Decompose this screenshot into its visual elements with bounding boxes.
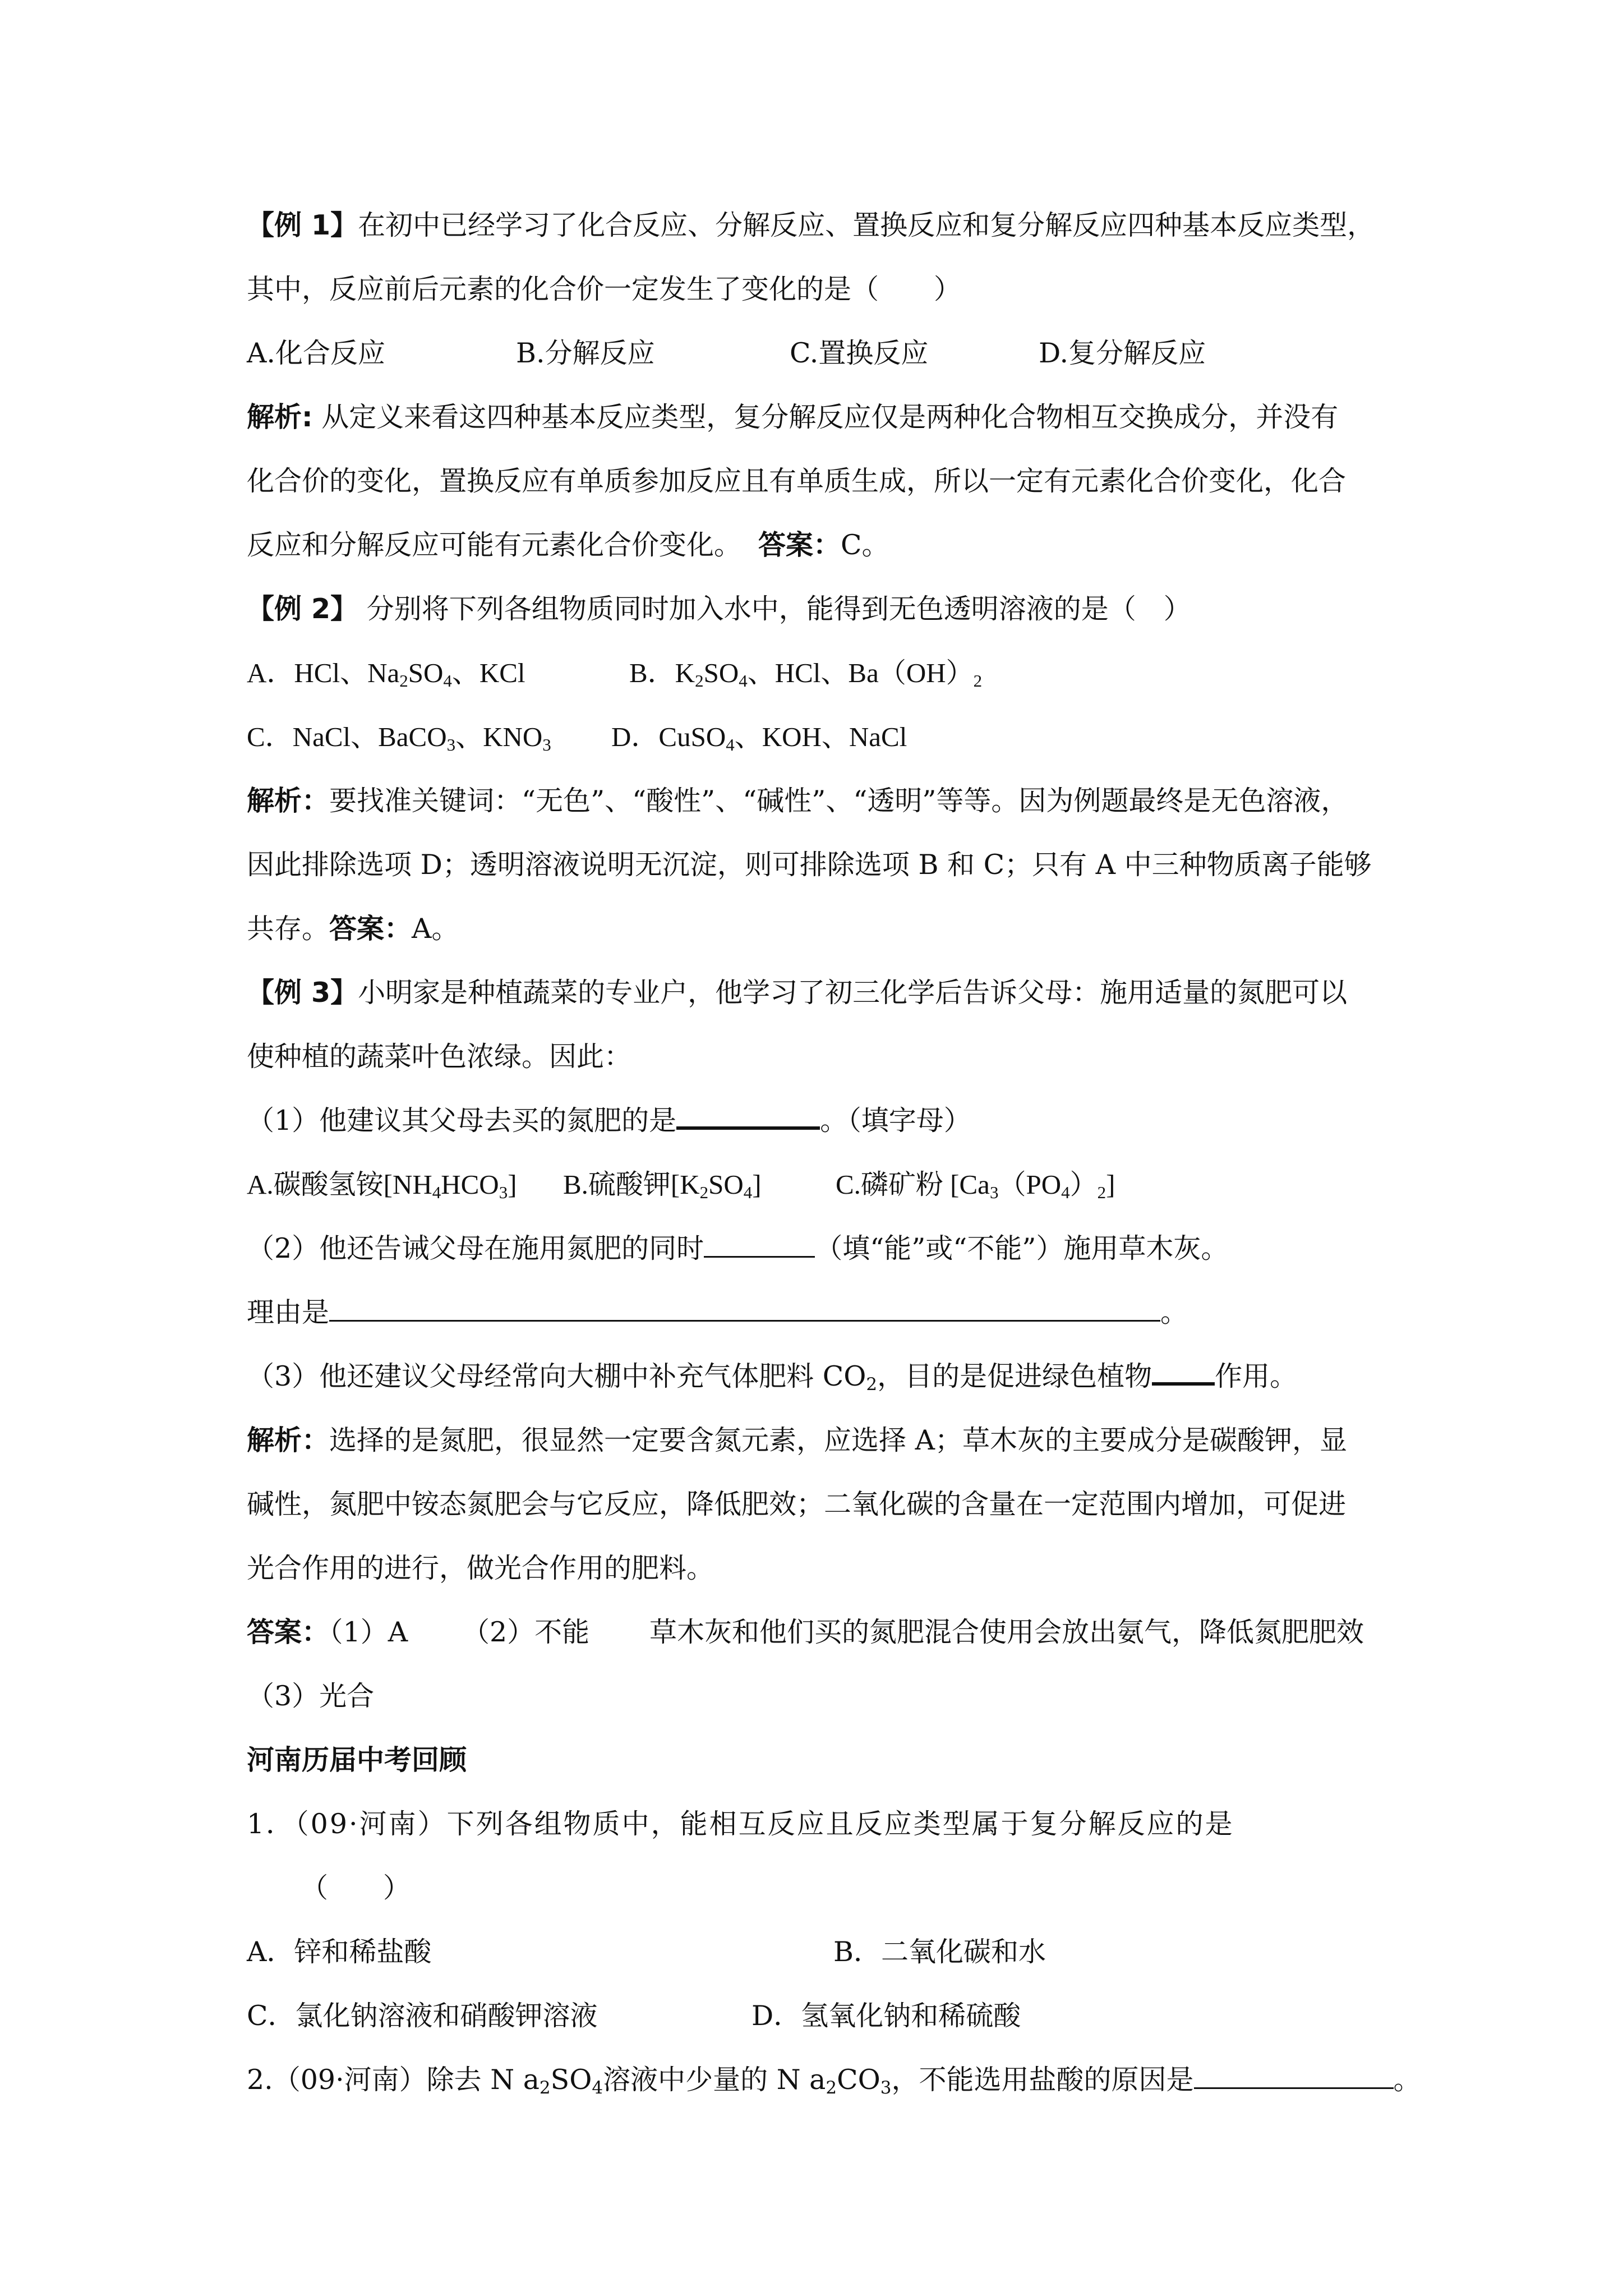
answer-label: 答案：	[247, 1616, 330, 1648]
example-3-analysis-line-1: 解析：选择的是氮肥，很显然一定要含氮元素，应选择 A；草木灰的主要成分是碳酸钾，显	[247, 1424, 1347, 1456]
example-1-option-b: B.分解反应	[516, 337, 655, 369]
example-2-analysis-line-3: 共存。答案：A。	[247, 913, 459, 945]
example-2-option-a: A．HCl、$Na_2SO_4$、KCl	[247, 657, 525, 691]
section-title: 河南历届中考回顾	[247, 1744, 467, 1776]
example-3-answer-3: （3）光合	[247, 1680, 375, 1712]
review-q1-option-d: D．氢氧化钠和稀硫酸	[751, 2000, 1021, 2032]
example-3-analysis-line-3: 光合作用的进行，做光合作用的肥料。	[247, 1552, 714, 1584]
example-2-option-c: C．NaCl、BaCO$_3$、$KNO_3$	[247, 721, 551, 754]
answer-blank-reason[interactable]	[329, 1297, 1160, 1322]
example-1-analysis-line-1: 解析: 从定义来看这四种基本反应类型，复分解反应仅是两种化合物相互交换成分，并没有	[247, 401, 1339, 433]
example-3-option-a: A.碳酸氢铵$[NH_4HCO_3]$	[247, 1169, 517, 1202]
answer-blank-3[interactable]	[1152, 1360, 1215, 1386]
example-3-question-3: （3）他还建议父母经常向大棚中补充气体肥料 $CO_2$，目的是促进绿色植物 作用。	[247, 1360, 1298, 1395]
answer-label: 答案：	[758, 529, 841, 561]
answer-blank-review-q2[interactable]	[1194, 2065, 1394, 2089]
example-1-analysis-line-3: 反应和分解反应可能有元素化合价变化。 答案：C。	[247, 529, 889, 561]
example-2-analysis-line-2: 因此排除选项 D；透明溶液说明无沉淀，则可排除选项 B 和 C；只有 A 中三种物质离子能够	[247, 849, 1372, 881]
example-1-line-1: 【例 1】在初中已经学习了化合反应、分解反应、置换反应和复分解反应四种基本反应类型，	[247, 209, 1375, 241]
example-2-option-b: B．$K_2SO_4$、HCl、$Ba(OH)_2$	[629, 657, 983, 691]
answer-blank-1[interactable]	[676, 1104, 820, 1130]
example-2-question: 【例 2】 分别将下列各组物质同时加入水中，能得到无色透明溶液的是（ ）	[247, 593, 1191, 625]
example-2-option-d: D．CuSO$_4$、KOH、NaCl	[611, 721, 907, 754]
analysis-label: 解析：	[247, 785, 330, 817]
example-3-line-2: 使种植的蔬菜叶色浓绿。因此：	[247, 1041, 632, 1073]
example-1-option-a: A.化合反应	[247, 337, 385, 369]
review-q1-option-a: A．锌和稀盐酸	[247, 1936, 432, 1968]
example-3-option-b: B.硫酸钾$[K_2SO_4]$	[563, 1169, 762, 1202]
example-1-line-2: 其中，反应前后元素的化合价一定发生了变化的是（ ）	[247, 273, 962, 305]
review-q1-option-c: C．氯化钠溶液和硝酸钾溶液	[247, 2000, 598, 2032]
example-2-analysis-line-1: 解析：要找准关键词：“无色”、“酸性”、“碱性”、“透明”等等。因为例题最终是无色溶液，	[247, 785, 1349, 817]
example-3-label: 【例 3】	[247, 977, 358, 1009]
review-q2: 2.（09·河南）除去 N $a_2SO_4$溶液中少量的 N $a_2CO_3$，不能选用盐酸的原因是 。	[247, 2064, 1421, 2098]
answer-label: 答案：	[329, 913, 412, 945]
example-1-analysis-line-2: 化合价的变化，置换反应有单质参加反应且有单质生成，所以一定有元素化合价变化，化合	[247, 465, 1347, 497]
example-1-option-c: C.置换反应	[790, 337, 929, 369]
example-1-label: 【例 1】	[247, 209, 358, 241]
review-q1-stem: 1．（09·河南）下列各组物质中，能相互反应且反应类型属于复分解反应的是	[247, 1808, 1234, 1840]
example-3-question-1: （1）他建议其父母去买的氮肥的是 。（填字母）	[247, 1105, 971, 1137]
review-q1-option-b: B．二氧化碳和水	[833, 1936, 1046, 1968]
example-3-question-2: （2）他还告诫父母在施用氮肥的同时 （填“能”或“不能”）施用草木灰。	[247, 1232, 1229, 1264]
analysis-label: 解析：	[247, 1424, 330, 1456]
example-2-label: 【例 2】	[247, 593, 358, 625]
analysis-label: 解析:	[247, 401, 313, 433]
example-1-option-d: D.复分解反应	[1039, 337, 1206, 369]
example-3-line-1: 【例 3】小明家是种植蔬菜的专业户，他学习了初三化学后告诉父母：施用适量的氮肥可以	[247, 977, 1348, 1009]
example-3-option-c: C.磷矿粉 $[Ca_3(PO_4)_2]$	[836, 1169, 1115, 1202]
review-q1-paren: （ ）	[301, 1872, 411, 1904]
example-3-analysis-line-2: 碱性，氮肥中铵态氮肥会与它反应，降低肥效；二氧化碳的含量在一定范围内增加，可促进	[247, 1488, 1347, 1520]
answer-blank-2[interactable]	[704, 1234, 815, 1258]
example-3-reason: 理由是 。	[247, 1296, 1188, 1328]
